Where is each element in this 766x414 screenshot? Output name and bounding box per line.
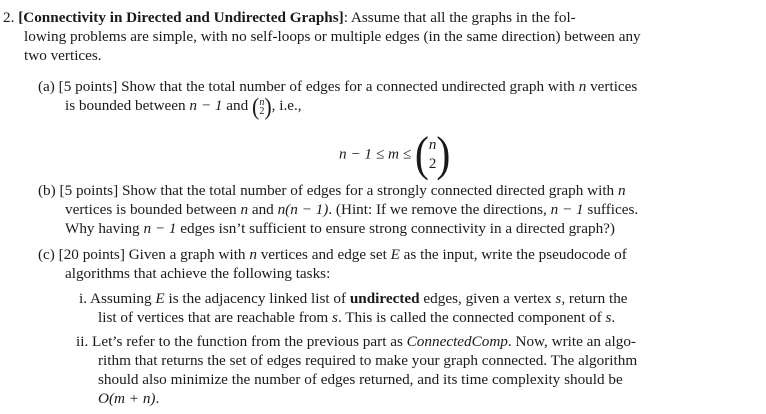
display-lhs: n − 1 ≤ m ≤: [339, 145, 412, 163]
problem-number: 2.: [3, 9, 15, 26]
part-c-points: [20 points]: [58, 246, 125, 263]
sub-i-text-1-mid: is the adjacency linked list of: [168, 290, 347, 307]
display-binom-stack: [429, 136, 437, 174]
var-E: E: [390, 246, 400, 263]
sub-i-text-1-mid2: edges, given a vertex: [423, 290, 552, 307]
part-b-label: (b): [38, 182, 56, 199]
problem-intro-line-2: lowing problems are simple, with no self-loops or multiple edges (in the same direction) between any: [24, 28, 641, 45]
expr-n-minus-1: n − 1: [143, 220, 177, 237]
part-b-line-2: [65, 201, 638, 219]
sub-i-bold: undirected: [349, 290, 420, 307]
sub-i-text-2-tail: .: [611, 309, 616, 326]
sub-i-text-2: list of vertices that are reachable from: [98, 309, 329, 326]
sub-ii-text-1-end: . Now, write an algo-: [507, 333, 636, 350]
sub-ii-line-2: rithm that returns the set of edges required to make your graph connected. The algorithm: [98, 352, 638, 369]
part-a-line-1: [38, 78, 637, 96]
sub-i-text-2-end: . This is called the connected component of: [337, 309, 602, 326]
var-s: s: [332, 309, 338, 326]
part-c-text-1-mid: vertices and edge set: [260, 246, 387, 263]
var-n: n: [578, 78, 587, 95]
sub-i-text-1: Assuming: [90, 290, 152, 307]
problem-title: [Connectivity in Directed and Undirected Graphs]: [18, 9, 344, 26]
part-b-text-2-end: suffices.: [587, 201, 639, 218]
binom-bottom: 2: [259, 105, 265, 117]
part-b-hint: . (Hint: If we remove the directions,: [328, 201, 547, 218]
part-a-text-1-end: vertices: [590, 78, 638, 95]
part-a-text-2-end: , i.e.,: [271, 97, 302, 114]
binom-inline: [251, 92, 272, 120]
part-a-label: (a): [38, 78, 55, 95]
display-binom-bottom: 2: [428, 155, 437, 172]
sub-ii-italic: ConnectedComp: [406, 333, 508, 350]
display-binom-top: n: [428, 136, 437, 153]
expr-O-m-plus-n: O(m + n): [98, 390, 156, 407]
part-a-text-2: is bounded between: [65, 97, 186, 114]
expr-n-minus-1: n − 1: [189, 97, 223, 114]
var-n: n: [249, 246, 257, 263]
display-paren-right: ): [436, 128, 451, 181]
paren-left: (: [251, 92, 260, 120]
var-E: E: [155, 290, 165, 307]
binom-top: n: [259, 96, 265, 108]
sub-ii-label: ii.: [76, 333, 89, 350]
var-n: n: [617, 182, 626, 199]
word-and: and: [251, 201, 274, 218]
var-s: s: [555, 290, 562, 307]
part-c-label: (c): [38, 246, 55, 263]
problem-header-line: [3, 9, 576, 27]
paren-right: ): [264, 92, 272, 120]
sub-i-label: i.: [79, 290, 88, 307]
part-c-text-1-end: as the input, write the pseudocode of: [403, 246, 627, 263]
sub-ii-text-4-end: .: [155, 390, 160, 407]
sub-ii-text-1: Let’s refer to the function from the previous part as: [92, 333, 403, 350]
expr-n-minus-1: n − 1: [550, 201, 584, 218]
part-a-points: [5 points]: [58, 78, 118, 95]
sub-ii-line-3: should also minimize the number of edges returned, and its time complexity should be: [98, 371, 623, 388]
part-a-line-2: [65, 92, 302, 120]
binom-display: [414, 128, 451, 181]
part-b-text-2: vertices is bounded between: [65, 201, 237, 218]
expr-n-n-minus-1: n(n − 1): [277, 201, 329, 218]
word-and: and: [226, 97, 249, 114]
part-c-text-1: Given a graph with: [128, 246, 246, 263]
display-paren-left: (: [414, 128, 429, 181]
part-b-points: [5 points]: [59, 182, 119, 199]
var-n: n: [240, 201, 249, 218]
part-b-line-3: [65, 220, 615, 238]
part-b-line-1: [38, 182, 626, 200]
var-s: s: [605, 309, 612, 326]
part-b-text-3-end: edges isn’t sufficient to ensure strong connectivity in a directed graph?): [180, 220, 615, 237]
problem-intro-1: : Assume that all the graphs in the fol-: [343, 9, 576, 26]
part-b-text-1: Show that the total number of edges for a strongly connected directed graph with: [121, 182, 615, 199]
sub-i-line-1: [79, 290, 628, 308]
problem-intro-line-3: two vertices.: [24, 47, 102, 64]
sub-ii-line-1: [76, 333, 636, 351]
part-b-text-3: Why having: [65, 220, 140, 237]
sub-i-line-2: [98, 309, 615, 327]
part-c-line-1: [38, 246, 627, 264]
display-equation: [339, 128, 451, 181]
sub-ii-line-4: [98, 390, 159, 408]
part-a-text-1: Show that the total number of edges for a connected undirected graph with: [121, 78, 575, 95]
sub-i-text-1-end: , return the: [561, 290, 628, 307]
part-c-line-2: algorithms that achieve the following tasks:: [65, 265, 331, 282]
